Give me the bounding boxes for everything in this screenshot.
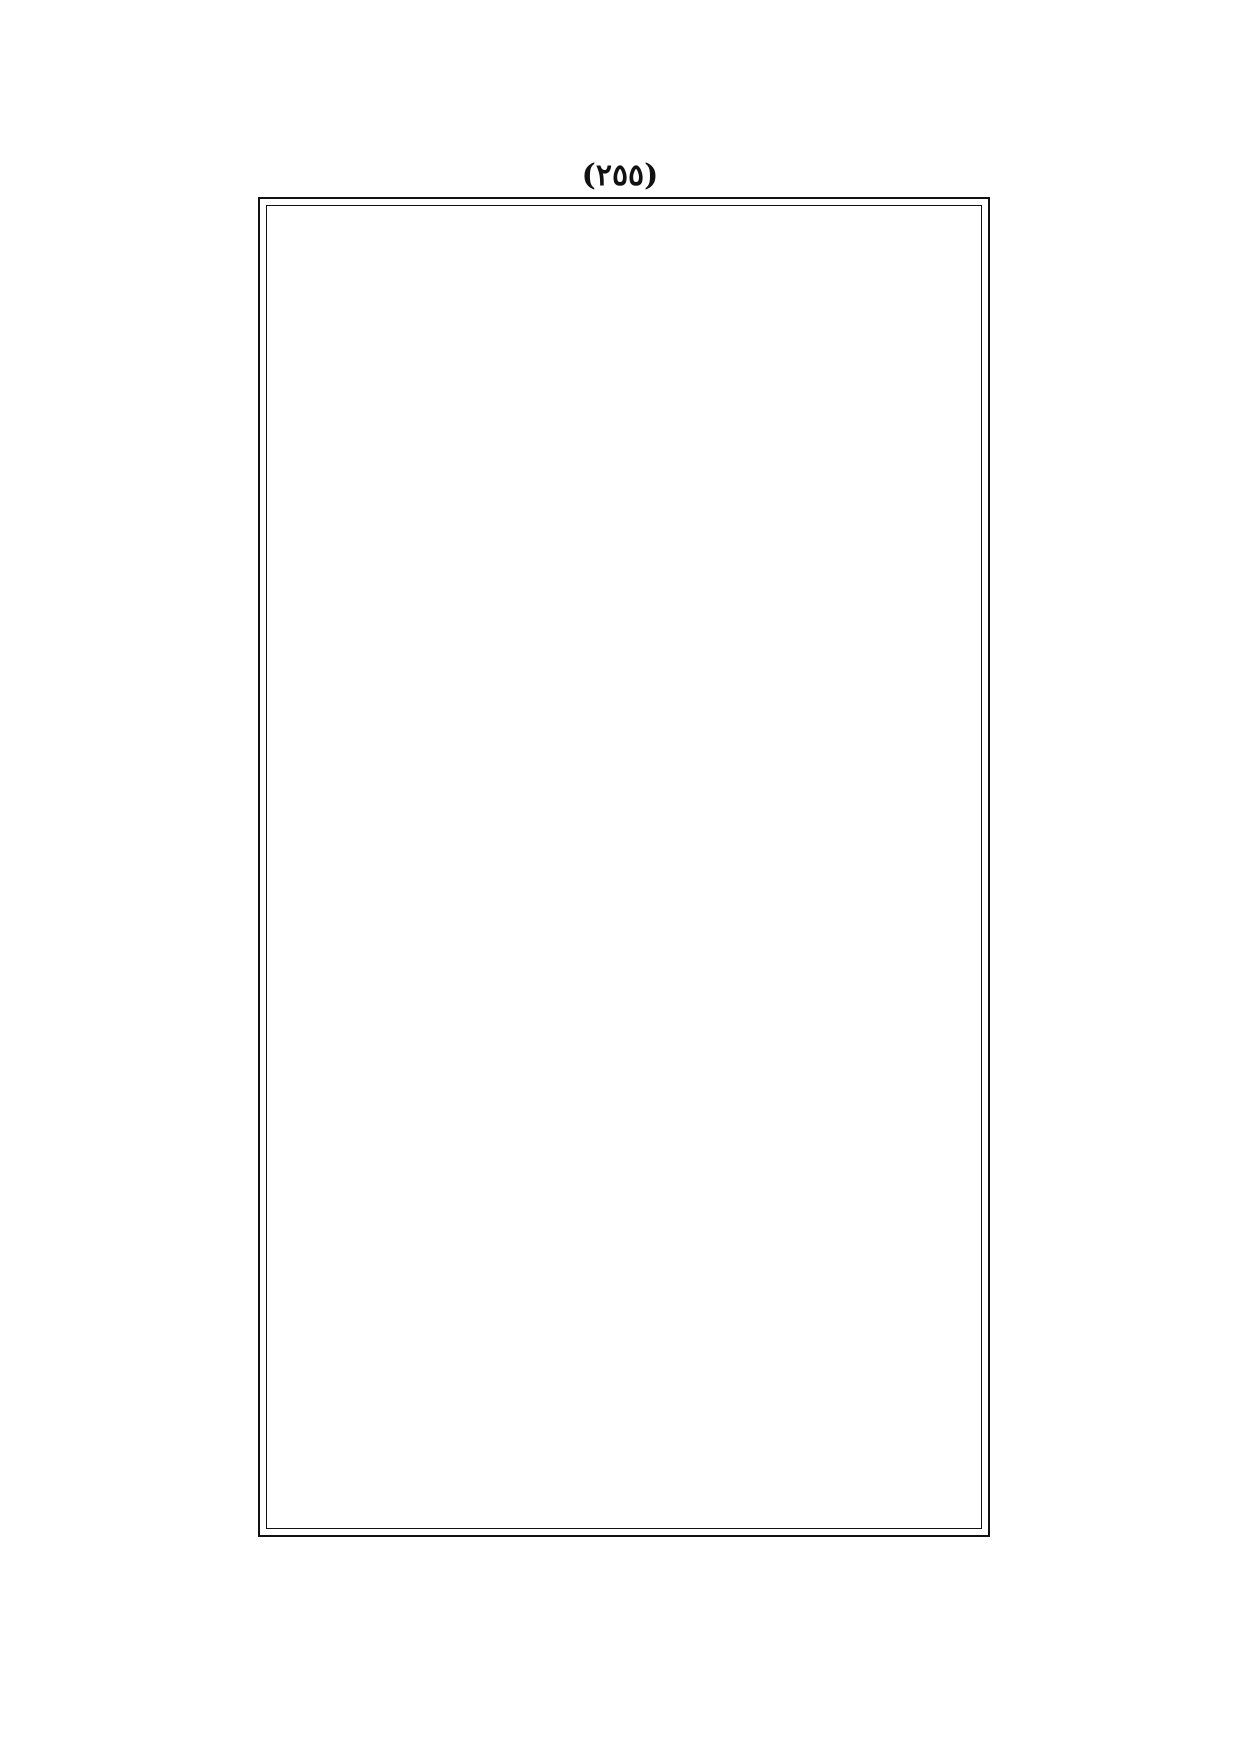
text-line	[278, 307, 970, 337]
text-line	[278, 1241, 970, 1271]
text-block	[278, 214, 970, 1520]
text-line	[278, 587, 970, 617]
text-line	[278, 1489, 970, 1519]
text-line	[278, 1178, 970, 1208]
text-line	[278, 463, 970, 493]
text-line	[278, 1396, 970, 1426]
text-line	[278, 370, 970, 400]
text-line	[278, 1116, 970, 1146]
text-line	[278, 276, 970, 306]
text-line	[278, 556, 970, 586]
text-line	[278, 214, 970, 244]
text-line	[278, 743, 970, 773]
text-line	[278, 898, 970, 928]
text-line	[278, 494, 970, 524]
text-line	[278, 1365, 970, 1395]
text-line	[278, 992, 970, 1022]
text-line	[278, 401, 970, 431]
text-line	[278, 774, 970, 804]
text-line	[278, 432, 970, 462]
text-line	[278, 1427, 970, 1457]
text-line	[278, 1210, 970, 1240]
text-line	[278, 1458, 970, 1488]
text-line	[278, 1272, 970, 1302]
text-line	[278, 338, 970, 368]
text-line	[278, 867, 970, 897]
text-line	[278, 618, 970, 648]
text-line	[278, 836, 970, 866]
text-line	[278, 1023, 970, 1053]
text-line	[278, 712, 970, 742]
text-line	[278, 650, 970, 680]
text-line	[278, 1303, 970, 1333]
text-line	[278, 525, 970, 555]
text-line	[278, 961, 970, 991]
text-line	[278, 681, 970, 711]
text-line	[278, 930, 970, 960]
text-line	[278, 805, 970, 835]
text-line	[278, 1085, 970, 1115]
text-line	[278, 1334, 970, 1364]
text-line	[278, 1054, 970, 1084]
text-line	[278, 1147, 970, 1177]
page-number: (٢٥٥)	[581, 158, 659, 193]
text-line	[278, 245, 970, 275]
